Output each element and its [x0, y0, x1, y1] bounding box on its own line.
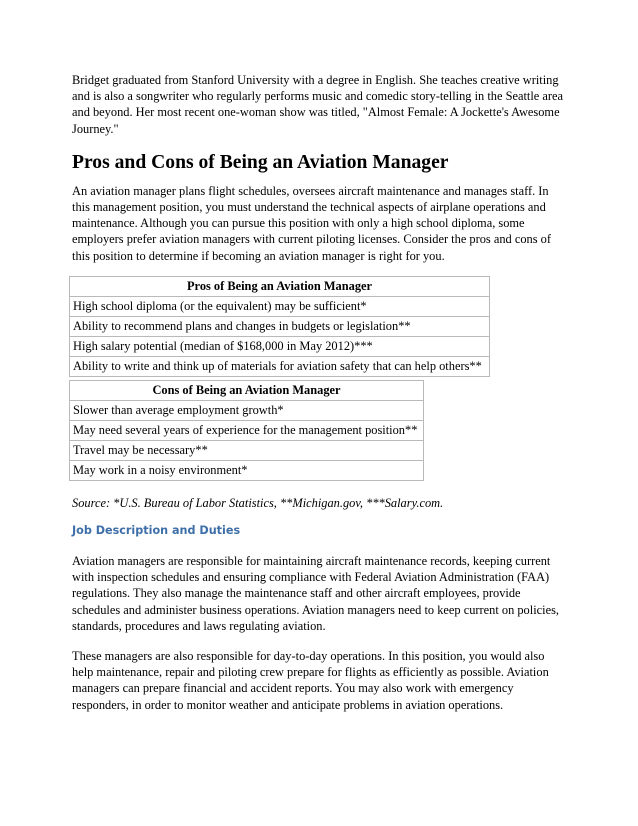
table-row: [70, 460, 424, 480]
body-paragraph: These managers are also responsible for day-to-day operations. In this position, you would also help maintenance, repair and piloting crew prepare for flights as efficiently as possible. Aviation managers can prepare financial and accident reports. You may also work with emergency responders, in order to monitor weather and anticipate problems in aviation operations.: [72, 649, 549, 712]
author-bio: Bridget graduated from Stanford University with a degree in English. She teaches creative writing and is also a songwriter who regularly performs music and comedic story-telling in the Seattle area and beyond. Her most recent one-woman show was titled, "Almost Female: A Jockette's Awesome Journey.": [72, 73, 564, 136]
cons-item: Travel may be necessary**: [70, 440, 424, 460]
cons-table: [69, 380, 424, 481]
cons-table-header: Cons of Being an Aviation Manager: [70, 380, 424, 400]
cons-item: Slower than average employment growth*: [70, 400, 424, 420]
table-row: [70, 296, 490, 316]
pros-item: High school diploma (or the equivalent) may be sufficient*: [70, 296, 490, 316]
table-row: [70, 420, 424, 440]
pros-item: Ability to write and think up of materials for aviation safety that can help others**: [70, 356, 490, 376]
pros-table-header: Pros of Being an Aviation Manager: [70, 276, 490, 296]
table-row: [70, 356, 490, 376]
cons-item: May work in a noisy environment*: [70, 460, 424, 480]
document-page: [72, 72, 568, 727]
page-title: Pros and Cons of Being an Aviation Manager: [72, 151, 449, 173]
section-heading: Job Description and Duties: [72, 524, 241, 538]
table-row: [70, 316, 490, 336]
intro-paragraph: An aviation manager plans flight schedules, oversees aircraft maintenance and manages staff. In this management position, you must understand the technical aspects of airplane operations and maintenance. Although you can pursue this position with only a high school diploma, some employers prefer aviation managers with current piloting licenses. Consider the pros and cons of this position to determine if becoming an aviation manager is right for you.: [72, 183, 551, 263]
pros-table: [69, 276, 490, 377]
cons-item: May need several years of experience for the management position**: [70, 420, 424, 440]
pros-item: Ability to recommend plans and changes in budgets or legislation**: [70, 316, 490, 336]
table-row: [70, 440, 424, 460]
pros-item: High salary potential (median of $168,000 in May 2012)***: [70, 336, 490, 356]
table-row: [70, 400, 424, 420]
table-row: [70, 336, 490, 356]
body-paragraph: Aviation managers are responsible for maintaining aircraft maintenance records, keeping current with inspection schedules and ensuring compliance with Federal Aviation Administration (FAA) regulations. They also manage the maintenance staff and other aircraft employees, provide schedules and administer business operations. Aviation managers need to keep current on policies, standards, procedures and laws regulating aviation.: [72, 554, 560, 633]
source-note: Source: *U.S. Bureau of Labor Statistics, **Michigan.gov, ***Salary.com.: [72, 495, 444, 510]
